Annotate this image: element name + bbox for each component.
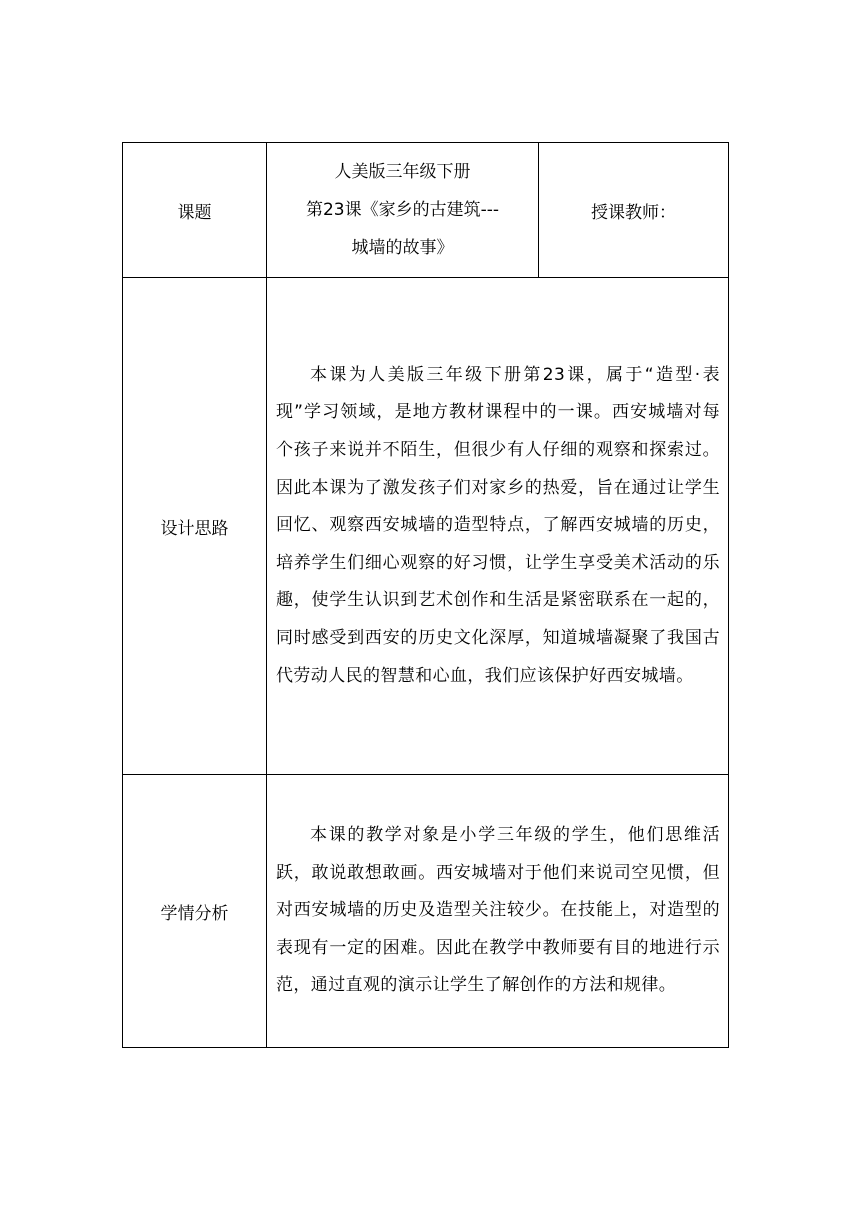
lesson-title-line1: 人美版三年级下册	[334, 162, 471, 182]
lesson-title-line2: 第23课《家乡的古建筑---	[305, 200, 500, 220]
lesson-plan-table	[122, 142, 729, 1048]
design-idea-label: 设计思路	[123, 278, 267, 775]
student-analysis-text: 本课的教学对象是小学三年级的学生，他们思维活跃，敢说敢想敢画。西安城墙对于他们来说司空见惯，但对西安城墙的历史及造型关注较少。在技能上，对造型的表现有一定的困难。因此在教学中教师要有目的地进行示范，通过直观的演示让学生了解创作的方法和规律。	[276, 825, 720, 996]
student-analysis-cell	[267, 775, 729, 1048]
lesson-title-label: 课题	[123, 143, 267, 278]
student-analysis-label: 学情分析	[123, 775, 267, 1048]
student-analysis-row	[123, 775, 729, 1048]
lesson-title-row	[123, 143, 729, 278]
lesson-title-line3: 城墙的故事》	[351, 238, 454, 258]
design-idea-row	[123, 278, 729, 775]
design-idea-text: 本课为人美版三年级下册第23课，属于“造型·表现”学习领域，是地方教材课程中的一课。西安城墙对每个孩子来说并不陌生，但很少有人仔细的观察和探索过。因此本课为了激发孩子们对家乡的热爱，旨在通过让学生回忆、观察西安城墙的造型特点，了解西安城墙的历史，培养学生们细心观察的好习惯，让学生享受美术活动的乐趣，使学生认识到艺术创作和生活是紧密联系在一起的，同时感受到西安的历史文化深厚，知道城墙凝聚了我国古代劳动人民的智慧和心血，我们应该保护好西安城墙。	[276, 364, 720, 686]
teacher-label: 授课教师：	[539, 143, 729, 278]
design-idea-cell	[267, 278, 729, 775]
lesson-title-cell	[267, 143, 539, 278]
